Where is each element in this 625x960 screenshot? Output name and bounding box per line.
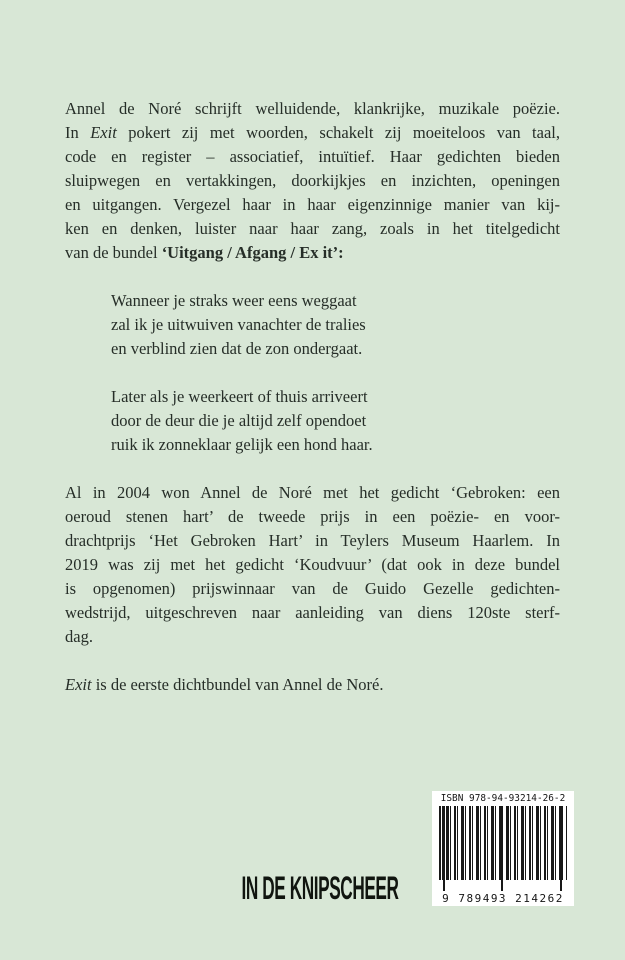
- blurb-line: sluipwegen en vertakkingen, doorkijkjes en inzichten, openingen: [65, 171, 560, 190]
- blurb-line: dag.: [65, 627, 93, 646]
- barcode-digits: 9 789493 214262: [442, 892, 564, 905]
- blurb: [65, 97, 560, 721]
- poem-line: ruik ik zonneklaar gelijk een hond haar.: [111, 435, 373, 454]
- isbn-label: ISBN 978-94-93214-26-2: [440, 793, 566, 804]
- barcode-bars: [439, 806, 567, 880]
- blurb-line: Exit is de eerste dichtbundel van Annel de Noré.: [65, 675, 384, 694]
- poem-line: door de deur die je altijd zelf opendoet: [111, 411, 367, 430]
- blurb-line: wedstrijd, uitgeschreven naar aanleiding van diens 120ste sterf-: [65, 603, 560, 622]
- poem-line: Later als je weerkeert of thuis arriveert: [111, 387, 368, 406]
- paragraph-block: [65, 673, 560, 697]
- poem-line: zal ik je uitwuiven vanachter de tralies: [111, 315, 366, 334]
- barcode: [432, 791, 574, 906]
- blurb-line: ken en denken, luister naar haar zang, zoals in het titelgedicht: [65, 219, 560, 238]
- barcode-guard-bar: [560, 806, 562, 891]
- blurb-line: Al in 2004 won Annel de Noré met het gedicht ‘Gebroken: een: [65, 483, 560, 502]
- poem-block: [111, 385, 560, 457]
- blurb-line: is opgenomen) prijswinnaar van de Guido Gezelle gedichten-: [65, 579, 560, 598]
- blurb-line: 2019 was zij met het gedicht ‘Koudvuur’ (dat ook in deze bundel: [65, 555, 560, 574]
- poem-block: [111, 289, 560, 361]
- poem-line: Wanneer je straks weer eens weggaat: [111, 291, 357, 310]
- blurb-line: van de bundel ‘Uitgang / Afgang / Ex it’:: [65, 243, 344, 262]
- paragraph-block: [65, 97, 560, 265]
- barcode-guard-bar: [501, 806, 503, 891]
- poem-line: en verblind zien dat de zon ondergaat.: [111, 339, 363, 358]
- blurb-line: en uitgangen. Vergezel haar in haar eigenzinnige manier van kij-: [65, 195, 560, 214]
- blurb-line: code en register – associatief, intuïtief. Haar gedichten bieden: [65, 147, 560, 166]
- paragraph-block: [65, 481, 560, 649]
- barcode-guard-bar: [443, 806, 445, 891]
- blurb-line: Annel de Noré schrijft welluidende, klankrijke, muzikale poëzie.: [65, 99, 560, 118]
- blurb-line: drachtprijs ‘Het Gebroken Hart’ in Teylers Museum Haarlem. In: [65, 531, 560, 550]
- blurb-line: oeroud stenen hart’ de tweede prijs in een poëzie- en voor-: [65, 507, 560, 526]
- publisher-logo: IN DE KNIPSCHEER: [241, 871, 399, 907]
- blurb-line: In Exit pokert zij met woorden, schakelt zij moeiteloos van taal,: [65, 123, 560, 142]
